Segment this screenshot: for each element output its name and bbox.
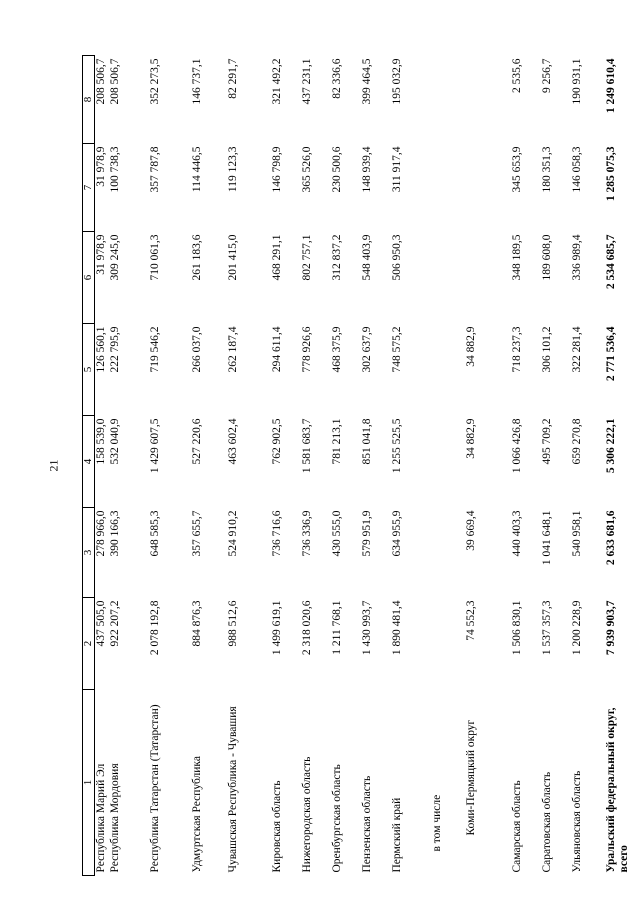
value-cell-col2: 1 890 481,4: [390, 600, 403, 656]
region-name: Саратовская область: [540, 771, 553, 873]
region-name: Республика Марий Эл: [95, 763, 107, 873]
value-cell-col3: 540 958,1: [570, 510, 583, 557]
value-cell-col8: 437 231,1: [300, 58, 313, 105]
value-cell-col4: 1 581 683,7: [300, 418, 313, 474]
region-name: Оренбургская область: [330, 764, 343, 873]
value-cell-col8: 352 273,5: [148, 58, 161, 105]
value-cell-col3: 440 403,3: [510, 510, 523, 557]
value-cell-col7: 180 351,3: [540, 146, 553, 193]
value-cell-col5: 322 281,4: [570, 326, 583, 373]
value-cell-col5: 748 575,2: [390, 326, 403, 373]
value-cell-col4: 463 602,4: [226, 418, 239, 465]
rotated-table-page: [82, 56, 630, 876]
table-row: [191, 56, 227, 876]
table-row: [361, 56, 391, 876]
value-cell-col6: 201 415,0: [226, 234, 239, 281]
value-cell-col6: 336 989,4: [570, 234, 583, 281]
value-cell-col6: [465, 232, 511, 324]
col-header-4: 4: [83, 416, 95, 508]
value-cell-col7: [431, 144, 465, 232]
table-row: [331, 56, 361, 876]
value-cell-col3: 2 633 681,6: [604, 510, 617, 566]
region-name: Республика Татарстан (Татарстан): [148, 704, 161, 873]
value-cell-col3: [431, 508, 465, 598]
value-cell-col8: [465, 56, 511, 144]
value-cell-col6: 309 245,0: [108, 234, 121, 281]
region-name: Пензенская область: [360, 775, 373, 873]
column-number-row: [83, 56, 95, 876]
value-cell-col7: 365 526,0: [300, 146, 313, 193]
value-cell-col3: 390 166,3: [108, 510, 121, 557]
value-cell-col8: 208 506,7: [95, 58, 107, 105]
value-cell-col4: 1 255 525,5: [390, 418, 403, 474]
region-name: Республика Мордовия: [108, 763, 121, 873]
value-cell-col2: 2 318 020,6: [300, 600, 313, 656]
value-cell-col3: 579 951,9: [360, 510, 373, 557]
value-cell-col4: 532 040,9: [108, 418, 121, 465]
value-cell-col8: 82 336,6: [330, 58, 343, 99]
region-name: в том числе: [430, 794, 443, 852]
table-row: [465, 56, 511, 876]
region-name: Нижегородская область: [300, 756, 313, 873]
value-cell-col8: 208 506,7: [108, 58, 121, 105]
table-row: [541, 56, 571, 876]
value-cell-col4: 781 213,1: [330, 418, 343, 465]
value-cell-col4: 527 220,6: [190, 418, 203, 465]
value-cell-col3: 634 955,9: [390, 510, 403, 557]
region-name: Кировская область: [270, 780, 283, 873]
value-cell-col3: 524 910,2: [226, 510, 239, 557]
value-cell-col7: 31 978,9: [95, 146, 107, 187]
value-cell-col3: 357 655,7: [190, 510, 203, 557]
value-cell-col5: 126 560,1: [95, 326, 107, 373]
col-header-1: 1: [83, 690, 95, 876]
table-row: [149, 56, 191, 876]
value-cell-col6: 312 837,2: [330, 234, 343, 281]
region-name: Ульяновская область: [570, 770, 583, 873]
value-cell-col5: 302 637,9: [360, 326, 373, 373]
value-cell-col3: 430 555,0: [330, 510, 343, 557]
value-cell-col8: 399 464,5: [360, 58, 373, 105]
value-cell-col5: 718 237,3: [510, 326, 523, 373]
value-cell-col5: 468 375,9: [330, 326, 343, 373]
value-cell-col7: 114 446,5: [190, 146, 203, 193]
value-cell-col7: 1 285 075,3: [604, 146, 617, 202]
value-cell-col7: 357 787,8: [148, 146, 161, 193]
value-cell-col4: 851 041,8: [360, 418, 373, 465]
value-cell-col3: 278 966,0: [95, 510, 107, 557]
value-cell-col4: 1 066 426,8: [510, 418, 523, 474]
value-cell-col6: 189 608,0: [540, 234, 553, 281]
value-cell-col8: 195 032,9: [390, 58, 403, 105]
col-header-5: 5: [83, 324, 95, 416]
value-cell-col5: 262 187,4: [226, 326, 239, 373]
value-cell-col7: 146 058,3: [570, 146, 583, 193]
value-cell-col8: 2 535,6: [510, 58, 523, 93]
value-cell-col8: 9 256,7: [540, 58, 553, 93]
value-cell-col2: 1 200 228,9: [570, 600, 583, 656]
value-cell-col6: 506 950,3: [390, 234, 403, 281]
table-row: [95, 56, 109, 876]
table-row: [605, 56, 640, 876]
value-cell-col3: 39 669,4: [464, 510, 477, 551]
table-body: [95, 56, 640, 876]
value-cell-col6: 468 291,1: [270, 234, 283, 281]
table-row: [109, 56, 149, 876]
col-header-7: 7: [83, 144, 95, 232]
value-cell-col4: 158 539,0: [95, 418, 107, 465]
value-cell-col5: 294 611,4: [270, 326, 283, 373]
value-cell-col6: 261 183,6: [190, 234, 203, 281]
value-cell-col7: [465, 144, 511, 232]
budget-table: [82, 55, 640, 876]
value-cell-col3: 736 336,9: [300, 510, 313, 557]
value-cell-col4: 659 270,8: [570, 418, 583, 465]
value-cell-col3: 736 716,6: [270, 510, 283, 557]
region-name: Чувашская Республика - Чувашия: [226, 706, 239, 873]
value-cell-col8: 82 291,7: [226, 58, 239, 99]
value-cell-col8: 190 931,1: [570, 58, 583, 105]
value-cell-col5: 778 926,6: [300, 326, 313, 373]
value-cell-col5: 222 795,9: [108, 326, 121, 373]
value-cell-col4: [431, 416, 465, 508]
value-cell-col3: 648 585,3: [148, 510, 161, 557]
value-cell-col8: 146 737,1: [190, 58, 203, 105]
value-cell-col5: [431, 324, 465, 416]
col-header-2: 2: [83, 598, 95, 690]
value-cell-col2: 1 537 357,3: [540, 600, 553, 656]
value-cell-col6: 548 403,9: [360, 234, 373, 281]
value-cell-col5: 266 037,0: [190, 326, 203, 373]
region-name: Пермский край: [390, 797, 403, 873]
region-name: Уральский федеральный округ, всего: [604, 707, 630, 873]
value-cell-col7: 146 798,9: [270, 146, 283, 193]
value-cell-col5: 34 882,9: [464, 326, 477, 367]
value-cell-col2: 1 499 619,1: [270, 600, 283, 656]
value-cell-col6: 31 978,9: [95, 234, 107, 275]
value-cell-col7: 311 917,4: [390, 146, 403, 193]
value-cell-col7: 230 500,6: [330, 146, 343, 193]
value-cell-col2: 2 078 192,8: [148, 600, 161, 656]
value-cell-col2: 437 505,0: [95, 600, 107, 647]
value-cell-col2: [431, 598, 465, 690]
value-cell-col8: 1 249 610,4: [604, 58, 617, 114]
value-cell-col2: 1 506 830,1: [510, 600, 523, 656]
value-cell-col4: 5 306 222,1: [604, 418, 617, 474]
value-cell-col3: 1 041 648,1: [540, 510, 553, 566]
value-cell-col4: 495 709,2: [540, 418, 553, 465]
value-cell-col8: 321 492,2: [270, 58, 283, 105]
value-cell-col8: [431, 56, 465, 144]
table-row: [571, 56, 605, 876]
value-cell-col4: 1 429 607,5: [148, 418, 161, 474]
value-cell-col4: 34 882,9: [464, 418, 477, 459]
value-cell-col6: 348 189,5: [510, 234, 523, 281]
value-cell-col6: 802 757,1: [300, 234, 313, 281]
value-cell-col4: 762 902,5: [270, 418, 283, 465]
value-cell-col7: 119 123,3: [226, 146, 239, 193]
value-cell-col7: 148 939,4: [360, 146, 373, 193]
page-number: 21: [46, 459, 61, 472]
col-header-3: 3: [83, 508, 95, 598]
region-name: Удмуртская Республика: [190, 756, 203, 873]
table-row: [227, 56, 271, 876]
table-row: [431, 56, 465, 876]
value-cell-col6: [431, 232, 465, 324]
value-cell-col5: 719 546,2: [148, 326, 161, 373]
value-cell-col7: 345 653,9: [510, 146, 523, 193]
value-cell-col2: 1 430 993,7: [360, 600, 373, 656]
value-cell-col5: 306 101,2: [540, 326, 553, 373]
value-cell-col2: 1 211 768,1: [330, 600, 343, 655]
col-header-8: 8: [83, 56, 95, 144]
table-row: [271, 56, 301, 876]
value-cell-col2: 884 876,3: [190, 600, 203, 647]
table-row: [391, 56, 431, 876]
region-name: Коми-Пермяцкий округ: [464, 719, 477, 836]
value-cell-col2: 74 552,3: [464, 600, 477, 641]
table-row: [511, 56, 541, 876]
value-cell-col2: 7 939 903,7: [604, 600, 617, 656]
value-cell-col2: 988 512,6: [226, 600, 239, 647]
value-cell-col6: 710 061,3: [148, 234, 161, 281]
value-cell-col2: 922 207,2: [108, 600, 121, 647]
region-name: Самарская область: [510, 780, 523, 873]
value-cell-col5: 2 771 536,4: [604, 326, 617, 382]
table-row: [301, 56, 331, 876]
value-cell-col6: 2 534 685,7: [604, 234, 617, 290]
value-cell-col7: 100 738,3: [108, 146, 121, 193]
col-header-6: 6: [83, 232, 95, 324]
